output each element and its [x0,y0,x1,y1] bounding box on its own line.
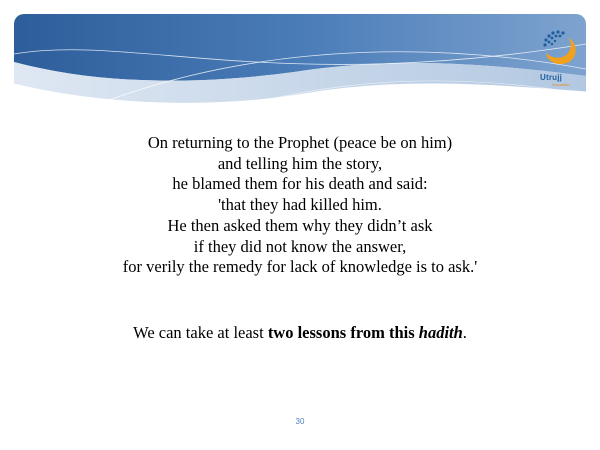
narrative-line: he blamed them for his death and said: [172,174,428,194]
logo-tagline: Foundation [552,83,570,87]
narrative-line: if they did not know the answer, [193,236,407,256]
lesson-bold: two lessons from this [267,323,419,342]
narrative-line: for verily the remedy for lack of knowledge is to ask.' [122,257,478,277]
hadith-narrative [40,133,560,278]
lesson-suffix: . [462,323,467,342]
page-number: 30 [295,417,305,426]
lessons-statement [40,322,560,343]
header-banner [14,14,586,114]
lesson-prefix: We can take at least [133,323,268,342]
narrative-line: 'that they had killed him. [218,195,382,215]
narrative-line: He then asked them why they didn’t ask [167,215,433,235]
logo-wordmark: Utrujj [540,73,563,82]
narrative-line: and telling him the story, [217,153,383,173]
narrative-line: On returning to the Prophet (peace be on him) [147,133,453,152]
lesson-hadith-word: hadith [418,323,463,342]
